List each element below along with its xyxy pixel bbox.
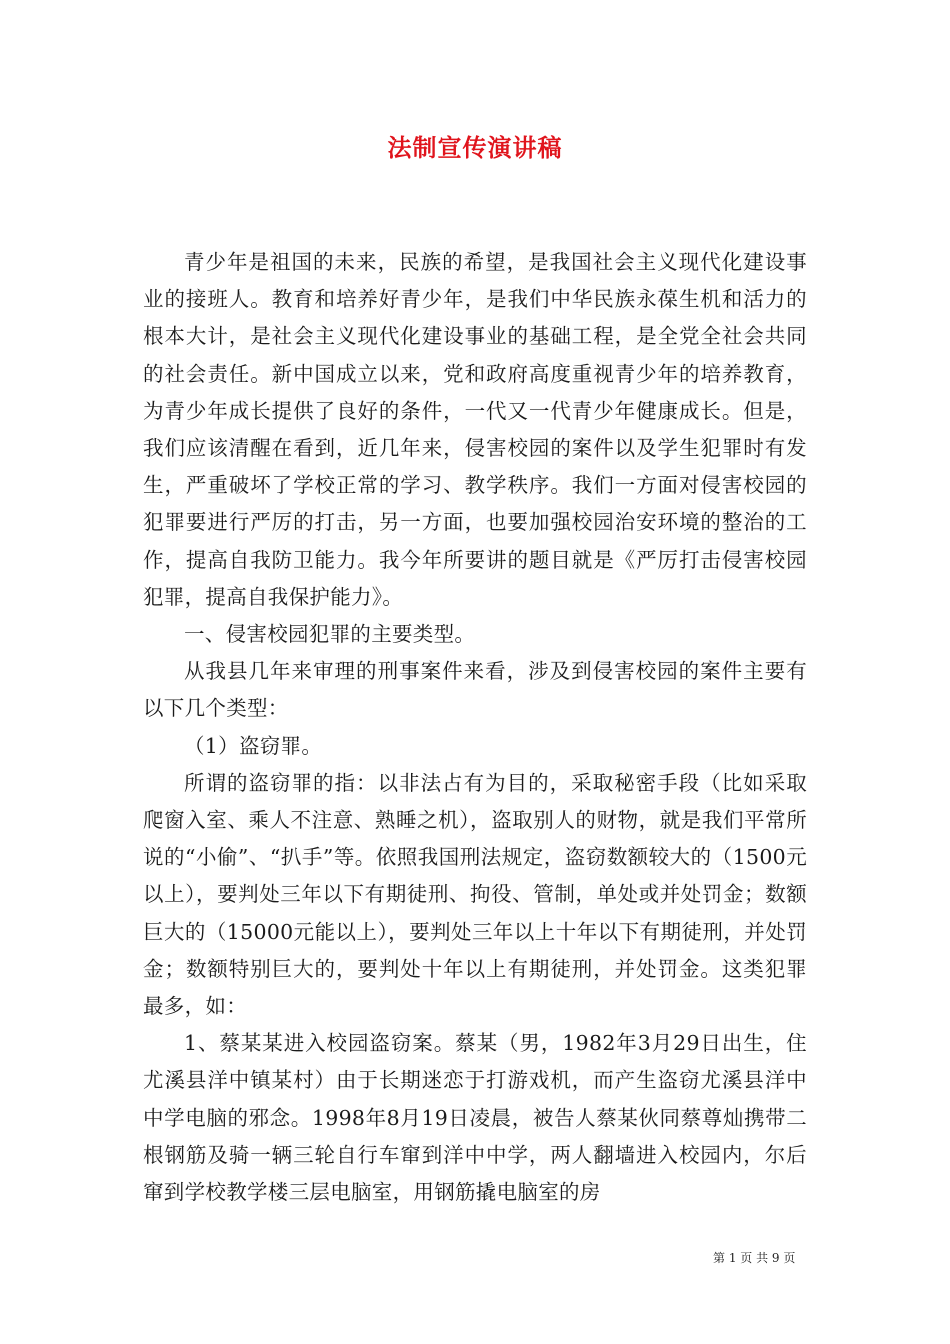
section-heading-1: 一、侵害校园犯罪的主要类型。 (184, 622, 476, 647)
subheading-theft: （1）盗窃罪。 (184, 733, 323, 758)
paragraph-intro: 青少年是祖国的未来，民族的希望，是我国社会主义现代化建设事业的接班人。教育和培养好青少年，是我们中华民族永葆生机和活力的根本大计，是社会主义现代化建设事业的基础工程，是全党全社会共同的社会责任。新中国成立以来，党和政府高度重视青少年的培养教育，为青少年成长提供了良好的条件，一代又一代青少年健康成长。但是，我们应该清醒在看到，近几年来，侵害校园的案件以及学生犯罪时有发生，严重破坏了学校正常的学习、教学秩序。我们一方面对侵害校园的犯罪要进行严厉的打击，另一方面，也要加强校园治安环境的整治的工作，提高自我防卫能力。我今年所要讲的题目就是《严厉打击侵害校园犯罪，提高自我保护能力》。 (143, 250, 807, 609)
page-number: 第 1 页 共 9 页 (713, 1251, 796, 1265)
document-body (143, 244, 807, 1211)
paragraph-theft-definition: 所谓的盗窃罪的指：以非法占有为目的，采取秘密手段（比如采取爬窗入室、乘人不注意、熟睡之机），盗取别人的财物，就是我们平常所说的“小偷”、“扒手”等。依照我国刑法规定，盗窃数额较大的（1500元以上），要判处三年以下有期徒刑、拘役、管制，单处或并处罚金；数额巨大的（15000元能以上），要判处三年以上十年以下有期徒刑，并处罚金；数额特别巨大的，要判处十年以上有期徒刑，并处罚金。这类犯罪最多，如： (143, 770, 807, 1019)
paragraph-case-1: 1、蔡某某进入校园盗窃案。蔡某（男，1982年3月29日出生，住尤溪县洋中镇某村）由于长期迷恋于打游戏机，而产生盗窃尤溪县洋中中学电脑的邪念。1998年8月19日凌晨，被告人蔡某伙同蔡尊灿携带二根钢筋及骑一辆三轮自行车窜到洋中中学，两人翻墙进入校园内，尔后窜到学校教学楼三层电脑室，用钢筋撬电脑室的房 (143, 1031, 807, 1205)
paragraph-case-types: 从我县几年来审理的刑事案件来看，涉及到侵害校园的案件主要有以下几个类型： (143, 659, 807, 721)
document-title: 法制宣传演讲稿 (387, 133, 563, 162)
